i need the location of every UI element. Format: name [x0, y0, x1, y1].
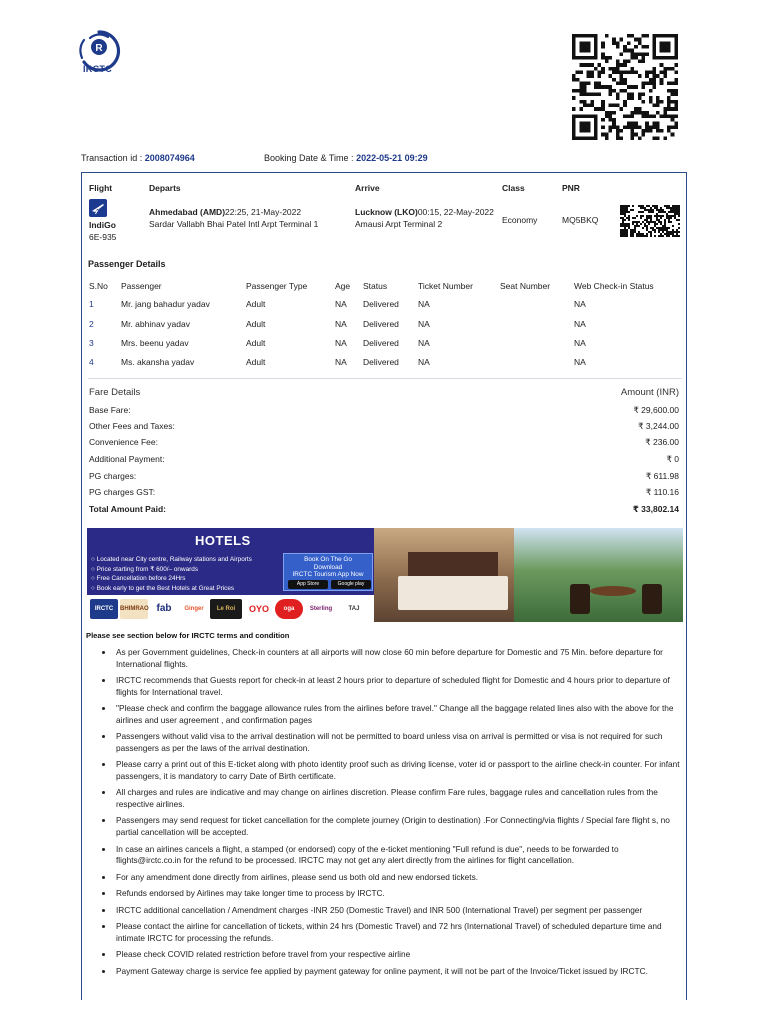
hotel-brands-strip: [87, 595, 374, 622]
fare-header: [89, 387, 679, 398]
airline-logo-icon: [89, 199, 107, 217]
fare-row-pg-gst: [89, 487, 679, 498]
pax-1-checkin: NA: [574, 299, 586, 309]
header-arrive: Arrive: [355, 183, 380, 193]
pax-2-ticket: NA: [418, 319, 430, 329]
hotel-room-photo: [374, 528, 683, 622]
cta-line-1: Book On The Go: [304, 556, 352, 563]
pax-2-checkin: NA: [574, 319, 586, 329]
brand-logo: OYO: [245, 599, 273, 619]
pax-4-name: Ms. akansha yadav: [121, 357, 195, 367]
fare-label: PG charges:: [89, 471, 137, 481]
header-flight: Flight: [89, 183, 113, 193]
pax-4-ticket: NA: [418, 357, 430, 367]
header-pnr: PNR: [562, 183, 580, 193]
arrival-city: Lucknow (LKO): [355, 207, 418, 217]
banner-text-panel: [87, 528, 374, 622]
fare-row-pg: [89, 471, 679, 482]
banner-point: ○ Free Cancellation before 24Hrs: [91, 575, 186, 583]
brand-logo: TAJ: [339, 599, 369, 619]
fare-row-additional: [89, 454, 679, 465]
brand-logo: fab: [150, 599, 178, 619]
terms-item: • For any amendment done directly from airlines, please send us both old and new endorsed tickets.: [114, 872, 682, 884]
pax-3-sno: 3: [89, 338, 94, 348]
fare-label: Additional Payment:: [89, 454, 165, 464]
pax-1-status: Delivered: [363, 299, 399, 309]
pnr-value: MQ5BKQ: [562, 215, 599, 225]
airline-name: IndiGo: [89, 220, 116, 230]
pax-3-checkin: NA: [574, 338, 586, 348]
divider: [88, 378, 682, 379]
fare-value: ₹ 110.16: [645, 487, 679, 497]
download-app-cta[interactable]: [283, 553, 373, 591]
banner-point: ○ Located near City centre, Railway stations and Airports: [91, 556, 252, 563]
pax-4-age: NA: [335, 357, 347, 367]
fare-label: PG charges GST:: [89, 487, 156, 497]
pax-3-name: Mrs. beenu yadav: [121, 338, 189, 348]
photo-chair: [642, 584, 662, 614]
terms-item: • "Please check and confirm the baggage allowance rules from the airlines before travel." Change all the baggage related lines also with the above for the airlines and user agreement , and confirmation pages: [114, 703, 682, 726]
header-departs: Departs: [149, 183, 181, 193]
pax-4-checkin: NA: [574, 357, 586, 367]
total-label: Total Amount Paid:: [89, 504, 166, 514]
pax-header-status: Status: [363, 281, 388, 291]
pax-3-type: Adult: [246, 338, 266, 348]
fare-row-convenience: [89, 437, 679, 448]
qr-code: [568, 34, 682, 140]
terms-item: • In case an airlines cancels a flight, a stamped (or endorsed) copy of the e-ticket mentioning "Full refund is due", needs to be forwarded to flights@irctc.co.in for the refund to be processed. IRCTC may not get any alert directly from the airlines for flight cancellation.: [114, 844, 682, 867]
banner-point: ○ Book early to get the Best Hotels at Great Prices: [91, 584, 235, 592]
terms-item: • Please contact the airline for cancellation of tickets, within 24 hrs (Domestic Travel) and 72 hrs (International Travel) of scheduled departure time and intimate IRCTC for processing the refunds.: [114, 921, 682, 944]
pax-header-sno: S.No: [89, 281, 108, 291]
transaction-value: 2008074964: [144, 153, 195, 163]
transaction-id: [81, 153, 195, 163]
terms-item: • All charges and rules are indicative and may change on airlines discretion. Please confirm Fare rules, baggage rules and cancellation rules from the respective airlines.: [114, 787, 682, 810]
brand-logo: Le Roi: [210, 599, 242, 619]
terms-item: • Payment Gateway charge is service fee applied by payment gateway for online payment, it will not be part of the Invoice/Ticket issued by IRCTC.: [114, 966, 682, 978]
fare-row-total: [89, 504, 679, 515]
pax-4-sno: 4: [89, 357, 94, 367]
svg-text:R: R: [95, 43, 103, 54]
pax-1-ticket: NA: [418, 299, 430, 309]
pax-header-checkin: Web Check-in Status: [574, 281, 654, 291]
booking-label: Booking Date & Time :: [264, 153, 354, 163]
pax-1-type: Adult: [246, 299, 266, 309]
pax-4-type: Adult: [246, 357, 266, 367]
pax-header-type: Passenger Type: [246, 281, 308, 291]
arrival-time: 00:15, 22-May-2022: [417, 207, 494, 217]
terms-list: [114, 647, 682, 982]
terms-item: • Passengers may send request for ticket cancellation for the complete journey (Origin to destination) .For Connecting/via flights / Special fare flight s, no partial cancellation will be accepted.: [114, 815, 682, 838]
pax-header-age: Age: [335, 281, 351, 291]
booking-value: 2022-05-21 09:29: [356, 153, 428, 163]
terms-item: • IRCTC recommends that Guests report for check-in at least 2 hours prior to departure of scheduled flight for Domestic and 4 hours prior to departure of flights for International travel.: [114, 675, 682, 698]
photo-headboard: [408, 552, 498, 578]
departure-info: [149, 206, 301, 218]
fare-label: Other Fees and Taxes:: [89, 421, 175, 431]
pax-header-passenger: Passenger: [121, 281, 162, 291]
ticket-card: [81, 172, 687, 1000]
cta-line-2: Download: [313, 563, 343, 571]
arrival-airport: Amausi Arpt Terminal 2: [355, 219, 443, 229]
fare-value: ₹ 29,600.00: [633, 405, 679, 415]
departure-time: 22:25, 21-May-2022: [225, 207, 302, 217]
pax-4-status: Delivered: [363, 357, 399, 367]
pax-2-status: Delivered: [363, 319, 399, 329]
cta-line-3: IRCTC Tourism App Now: [292, 571, 364, 578]
pax-3-status: Delivered: [363, 338, 399, 348]
fare-label: Convenience Fee:: [89, 437, 158, 447]
pax-3-age: NA: [335, 338, 347, 348]
pax-2-name: Mr. abhinav yadav: [121, 319, 190, 329]
pax-header-seat: Seat Number: [500, 281, 551, 291]
fare-row-taxes: [89, 421, 679, 432]
fare-label: Base Fare:: [89, 405, 131, 415]
terms-item: • Please check COVID related restriction before travel from your respective airline: [114, 949, 682, 961]
departure-city: Ahmedabad (AMD): [149, 207, 226, 217]
total-value: ₹ 33,802.14: [632, 504, 679, 514]
photo-table: [590, 586, 636, 596]
pax-1-age: NA: [335, 299, 347, 309]
brand-logo: oga: [275, 599, 303, 619]
fare-details-title: Fare Details: [89, 387, 141, 398]
flight-number: 6E-935: [89, 232, 117, 242]
terms-item: • Passengers without valid visa to the arrival destination will not be permitted to board unless visa on arrival is permitted or visa is not required for such passengers as per the laws of the arrival destination.: [114, 731, 682, 754]
terms-item: • Please carry a print out of this E-ticket along with photo identity proof such as driving license, voter id or passport to the airline check-in counter. For infant passengers, it is mandatory to carry Date of Birth certificate.: [114, 759, 682, 782]
fare-amount-label: Amount (INR): [620, 387, 679, 398]
terms-item: • IRCTC additional cancellation / Amendment charges -INR 250 (Domestic Travel) and INR 500 (International Travel) per segment per passenger: [114, 905, 682, 917]
transaction-label: Transaction id :: [81, 153, 143, 163]
fare-value: ₹ 3,244.00: [638, 421, 679, 431]
terms-title: Please see section below for IRCTC terms and condition: [86, 631, 290, 640]
app-store-badge[interactable]: App Store: [288, 580, 328, 589]
terms-item: • Refunds endorsed by Airlines may take longer time to process by IRCTC.: [114, 888, 682, 900]
departure-airport: Sardar Vallabh Bhai Patel Intl Arpt Terminal 1: [149, 219, 319, 229]
pax-2-age: NA: [335, 319, 347, 329]
banner-title: HOTELS: [195, 533, 251, 548]
photo-bed: [398, 576, 508, 610]
brand-name: IRCTC: [83, 64, 112, 74]
passenger-details-title: Passenger Details: [88, 259, 166, 269]
brand-logo: Sterling: [305, 599, 337, 619]
brand-logo: Ginger: [180, 599, 208, 619]
fare-value: ₹ 611.98: [645, 471, 679, 481]
header-class: Class: [502, 183, 525, 193]
banner-points: [91, 555, 252, 593]
pax-2-sno: 2: [89, 319, 94, 329]
booking-datetime: [264, 153, 428, 163]
pax-1-sno: 1: [89, 299, 94, 309]
hotels-banner[interactable]: [87, 528, 683, 622]
fare-value: ₹ 236.00: [645, 437, 679, 447]
pnr-barcode: [620, 205, 680, 237]
terms-item: • As per Government guidelines, Check-in counters at all airports will now close 60 min before departure for Domestic and 75 Min. before departure for International flights.: [114, 647, 682, 670]
pax-3-ticket: NA: [418, 338, 430, 348]
pax-header-ticket: Ticket Number: [418, 281, 473, 291]
fare-value: ₹ 0: [666, 454, 679, 464]
photo-chair: [570, 584, 590, 614]
brand-logo: BHIMRAO: [120, 599, 148, 619]
google-play-badge[interactable]: Google play: [331, 580, 371, 589]
banner-point: ○ Price starting from ₹ 600/– onwards: [91, 565, 199, 573]
arrival-info: [355, 206, 494, 218]
fare-row-base: [89, 405, 679, 416]
pax-2-type: Adult: [246, 319, 266, 329]
travel-class: Economy: [502, 215, 538, 225]
pax-1-name: Mr. jang bahadur yadav: [121, 299, 210, 309]
brand-logo: IRCTC: [90, 599, 118, 619]
